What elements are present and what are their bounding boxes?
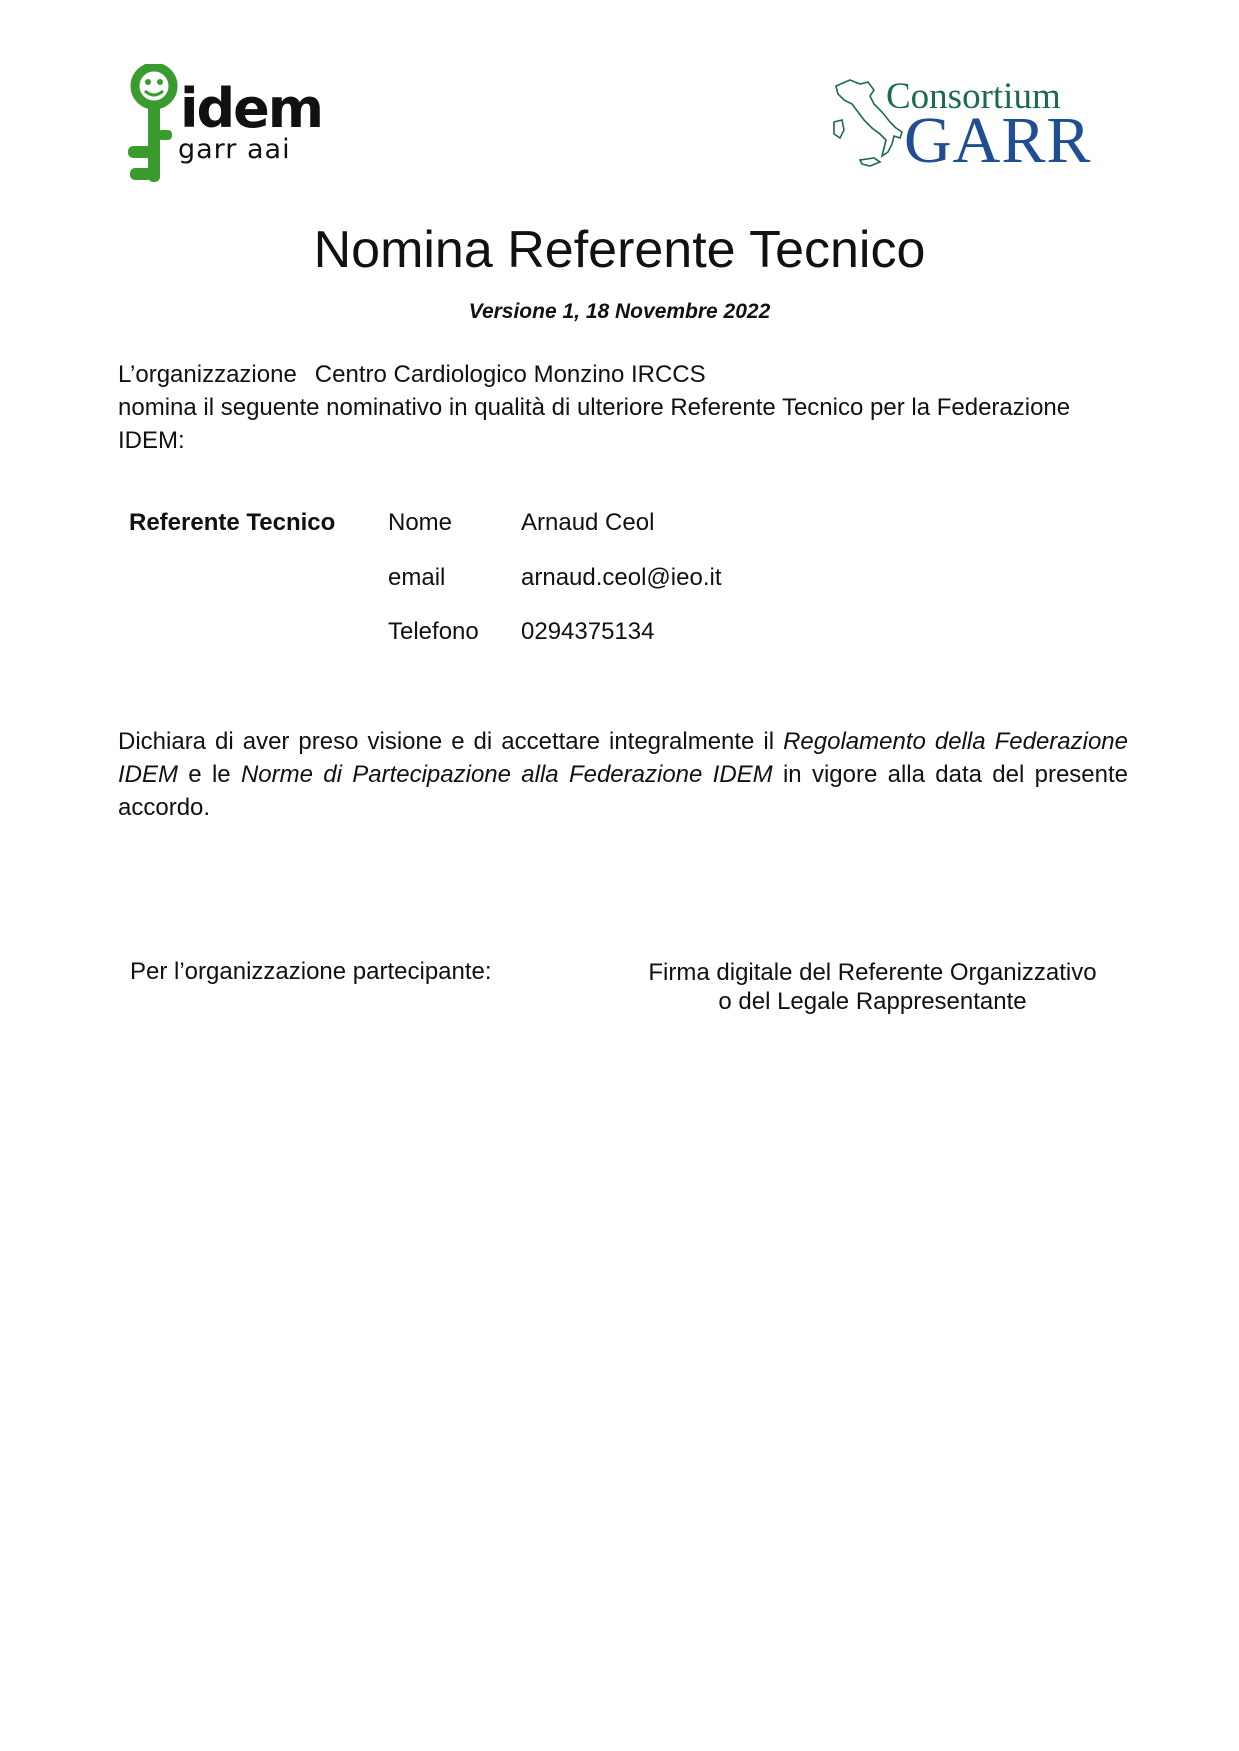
declaration-text-1: Dichiara di aver preso visione e di accettare integralmente il (118, 728, 784, 755)
referente-key: email (388, 564, 446, 591)
document-version: Versione 1, 18 Novembre 2022 (468, 300, 771, 323)
org-label: L’organizzazione (118, 361, 297, 388)
norme-title: Norme di Partecipazione alla Federazione IDEM (240, 761, 773, 788)
signature-right-line1: Firma digitale del Referente Organizzativo (648, 959, 1097, 986)
signature-left-label: Per l’organizzazione partecipante: (130, 958, 492, 985)
org-name: Centro Cardiologico Monzino IRCCS (314, 361, 706, 388)
referente-label: Referente Tecnico (129, 509, 336, 536)
idem-logo-sub: garr aai (178, 134, 291, 165)
declaration-text-2: e le (178, 761, 241, 788)
referente-key: Telefono (388, 618, 479, 645)
referente-value: 0294375134 (521, 618, 655, 645)
document-title: Nomina Referente Tecnico (313, 221, 926, 279)
regolamento-title: Regolamento della Federazione IDEM (118, 728, 1128, 788)
idem-logo (128, 64, 323, 189)
referente-value: Arnaud Ceol (521, 509, 655, 536)
garr-logo (830, 76, 1110, 177)
garr-logo-garr: GARR (904, 104, 1092, 177)
garr-logo-consortium: Consortium (886, 76, 1061, 117)
intro-paragraph (118, 358, 1128, 457)
declaration-text-3: in vigore alla data del presente accordo. (118, 761, 1129, 821)
intro-text: nomina il seguente nominativo in qualità di ulteriore Referente Tecnico per la Federazione IDEM: (118, 394, 1071, 454)
referente-value: arnaud.ceol@ieo.it (521, 564, 722, 591)
signature-right-block (620, 958, 1125, 1016)
referente-key: Nome (388, 509, 453, 536)
signature-right-line2: o del Legale Rappresentante (718, 988, 1027, 1015)
idem-logo-word: idem (180, 77, 323, 140)
declaration-paragraph (118, 725, 1128, 824)
